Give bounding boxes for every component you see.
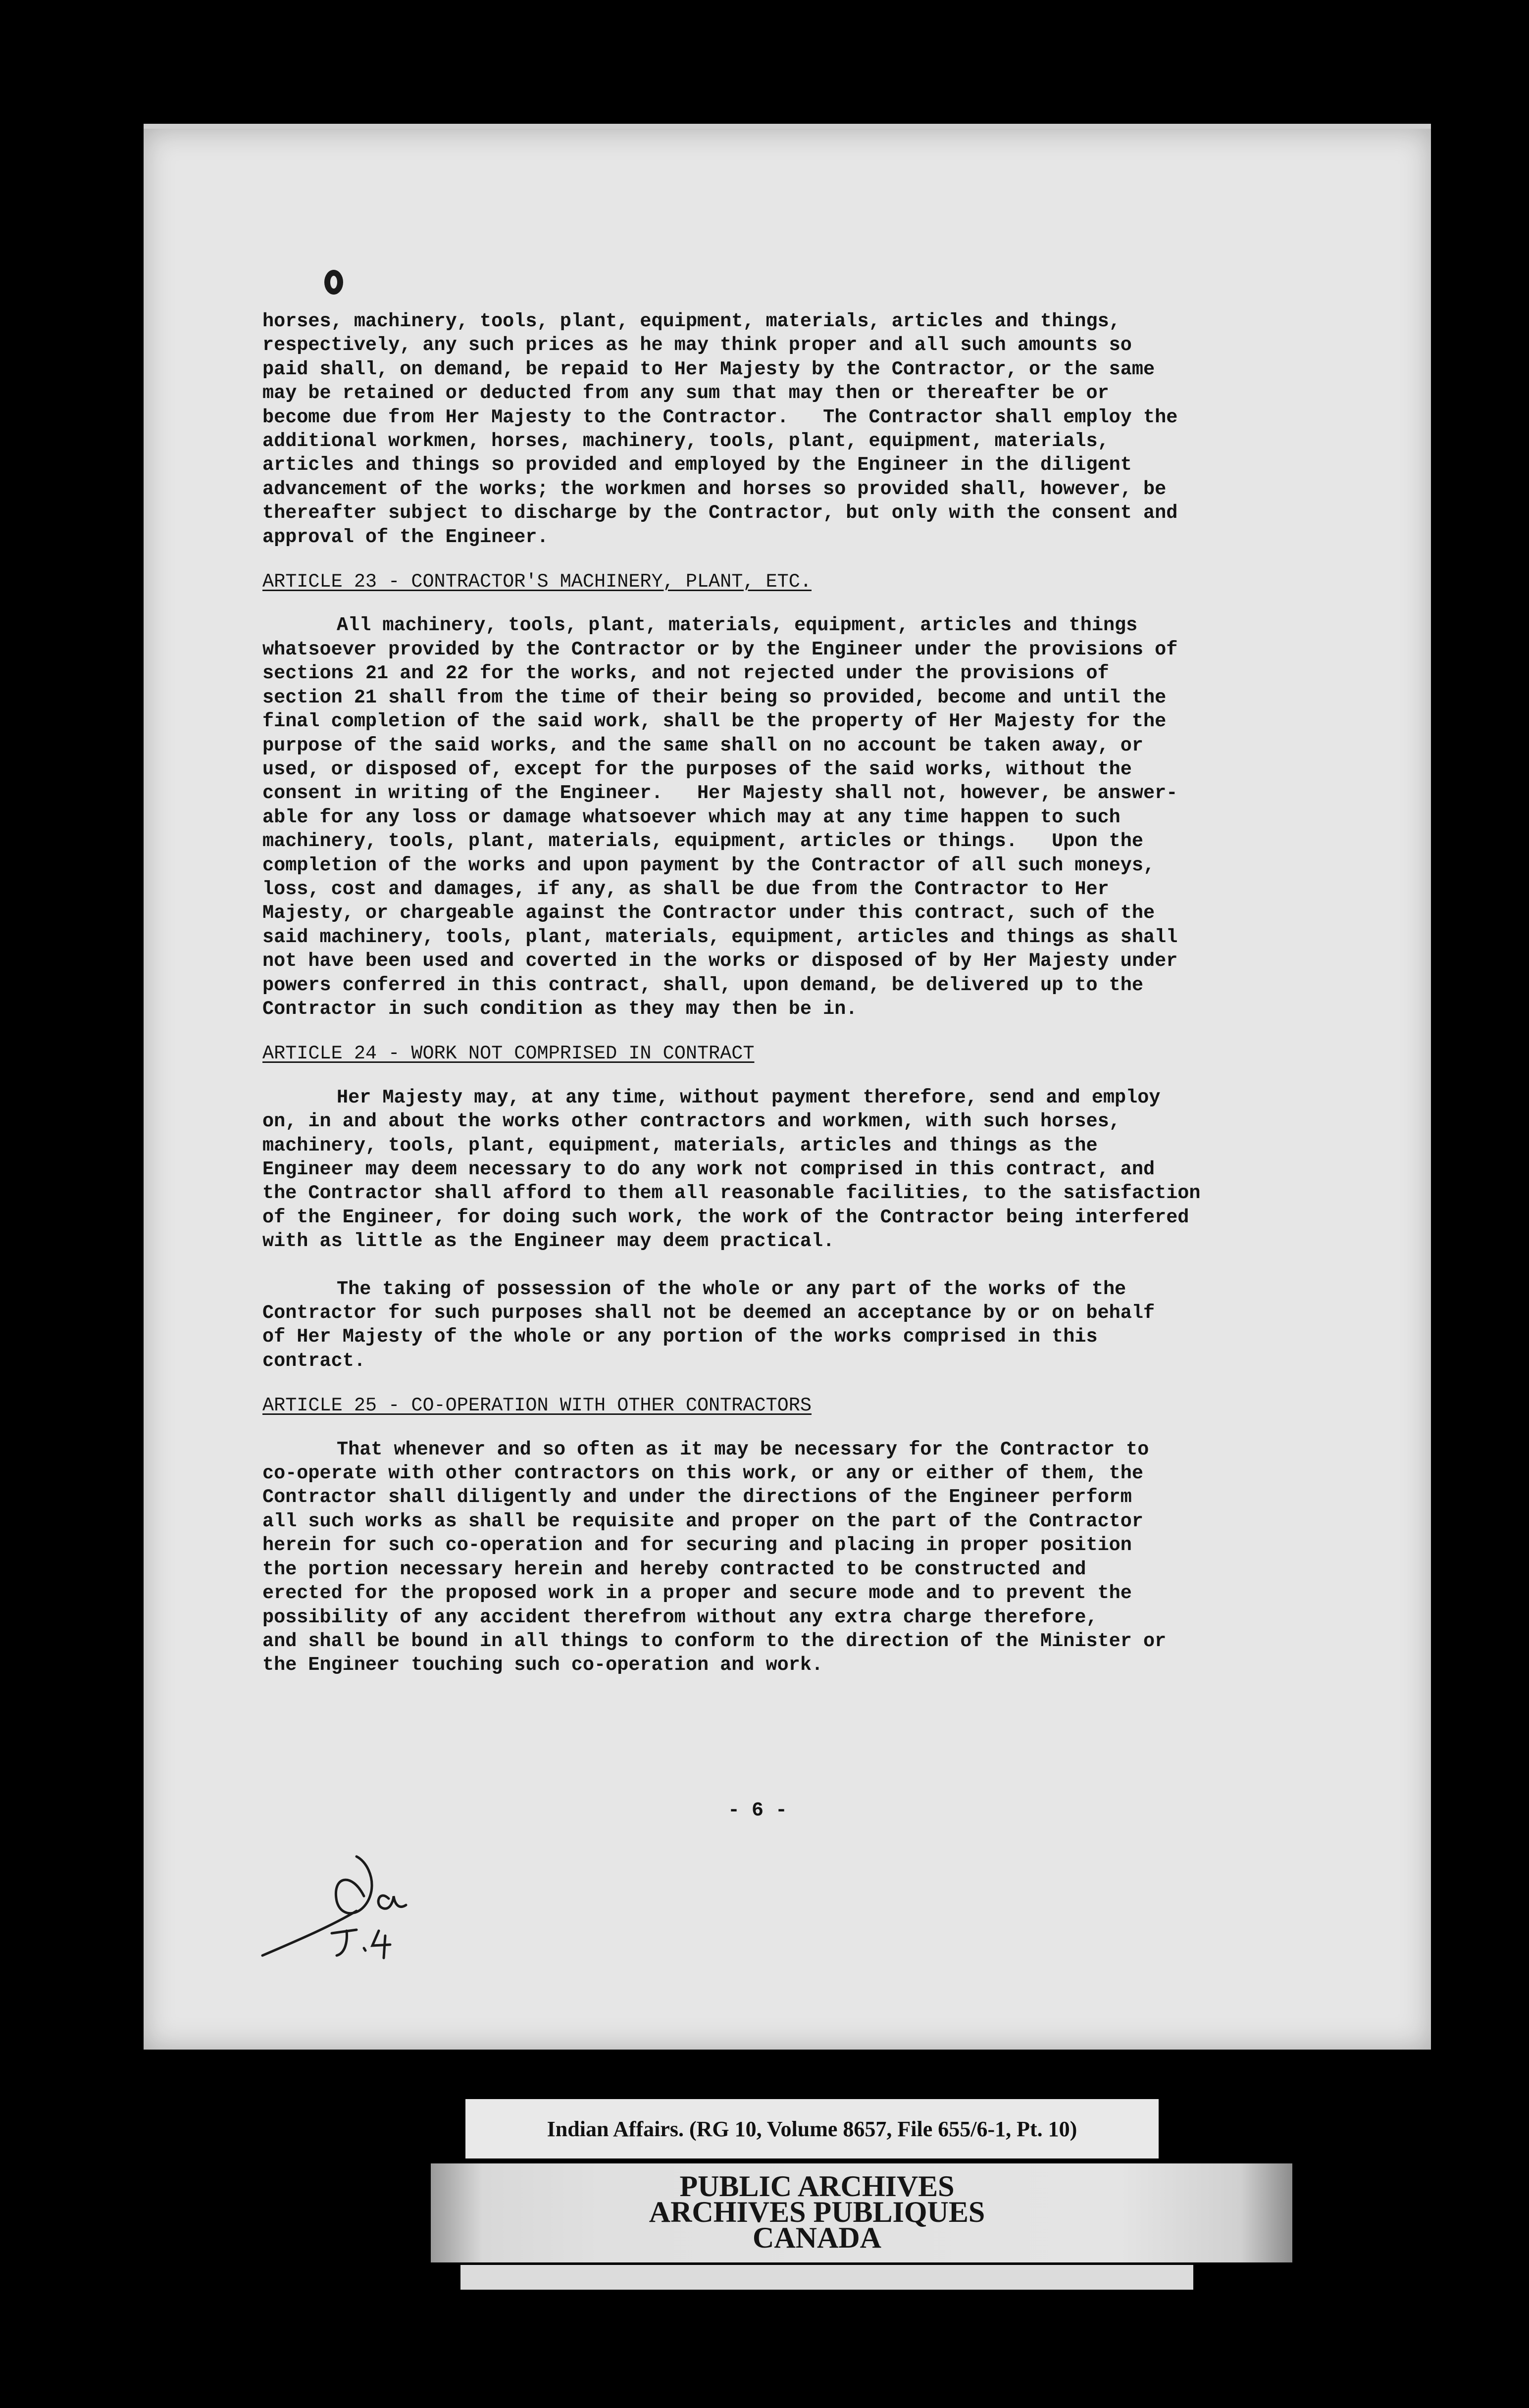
text-line: possibility of any accident therefrom without any extra charge therefore, [262, 1606, 1098, 1628]
text-line: Contractor for such purposes shall not be deemed an acceptance by or on behalf [262, 1302, 1155, 1324]
text-line: purpose of the said works, and the same shall on no account be taken away, or [262, 734, 1143, 756]
punch-hole-mark [324, 270, 343, 295]
text-line: articles and things so provided and employed by the Engineer in the diligent [262, 454, 1132, 476]
article-25-heading: ARTICLE 25 - CO-OPERATION WITH OTHER CONTRACTORS [262, 1395, 812, 1417]
text-line: loss, cost and damages, if any, as shall be due from the Contractor to Her [262, 878, 1109, 900]
text-line: all such works as shall be requisite and proper on the part of the Contractor [262, 1510, 1143, 1532]
article-24-heading: ARTICLE 24 - WORK NOT COMPRISED IN CONTRACT [262, 1043, 755, 1065]
text-line: approval of the Engineer. [262, 526, 549, 548]
signature-stroke [332, 1930, 390, 1958]
text-line: of the Engineer, for doing such work, the work of the Contractor being interfered [262, 1206, 1189, 1228]
text-line: All machinery, tools, plant, materials, equipment, articles and things [337, 614, 1138, 637]
text-line: herein for such co-operation and for securing and placing in proper position [262, 1534, 1132, 1556]
article-24-body-2 [262, 1277, 1297, 1373]
text-line: advancement of the works; the workmen and horses so provided shall, however, be [262, 478, 1167, 500]
signature-stroke [262, 1911, 357, 1956]
signature-stroke [378, 1896, 406, 1908]
text-line: of Her Majesty of the whole or any portion of the works comprised in this [262, 1326, 1098, 1348]
text-line: machinery, tools, plant, equipment, materials, articles and things as the [262, 1134, 1098, 1156]
text-line: Engineer may deem necessary to do any work not comprised in this contract, and [262, 1158, 1155, 1180]
article-23-heading: ARTICLE 23 - CONTRACTOR'S MACHINERY, PLANT, ETC. [262, 571, 812, 593]
text-line: Contractor in such condition as they may then be in. [262, 998, 858, 1020]
paragraph-continuation [262, 309, 1297, 549]
archive-reference-label [465, 2099, 1159, 2158]
archive-stamp [545, 2170, 1089, 2254]
text-line: the Contractor shall afford to them all reasonable facilities, to the satisfaction [262, 1182, 1201, 1204]
text-line: said machinery, tools, plant, materials, equipment, articles and things as shall [262, 926, 1178, 948]
text-line: able for any loss or damage whatsoever which may at any time happen to such [262, 806, 1121, 828]
text-line: completion of the works and upon payment by the Contractor of all such moneys, [262, 854, 1155, 876]
stamp-line: PUBLIC ARCHIVES [679, 2170, 955, 2203]
text-line: respectively, any such prices as he may think proper and all such amounts so [262, 334, 1132, 356]
article-23-body [262, 613, 1297, 1021]
text-line: become due from Her Majesty to the Contractor. The Contractor shall employ the [262, 406, 1178, 428]
text-line: the portion necessary herein and hereby contracted to be constructed and [262, 1558, 1086, 1580]
text-line: That whenever and so often as it may be necessary for the Contractor to [337, 1438, 1149, 1460]
stamp-line: ARCHIVES PUBLIQUES [649, 2196, 985, 2228]
text-line: horses, machinery, tools, plant, equipment, materials, articles and things, [262, 310, 1121, 332]
text-line: section 21 shall from the time of their being so provided, become and until the [262, 686, 1167, 708]
text-line: not have been used and coverted in the works or disposed of by Her Majesty under [262, 950, 1178, 972]
text-line: powers conferred in this contract, shall, upon demand, be delivered up to the [262, 974, 1143, 996]
document-body [262, 309, 1297, 1677]
article-24-body-1 [262, 1086, 1297, 1254]
text-line: Majesty, or chargeable against the Contractor under this contract, such of the [262, 902, 1155, 924]
text-line: used, or disposed of, except for the purposes of the said works, without the [262, 758, 1132, 780]
text-line: with as little as the Engineer may deem practical. [262, 1230, 835, 1253]
text-line: may be retained or deducted from any sum that may then or thereafter be or [262, 382, 1109, 404]
text-line: additional workmen, horses, machinery, tools, plant, equipment, materials, [262, 430, 1109, 452]
text-line: contract. [262, 1350, 365, 1372]
text-line: co-operate with other contractors on this work, or any or either of them, the [262, 1462, 1143, 1485]
handwritten-initials [257, 1842, 436, 1970]
text-line: The taking of possession of the whole or any part of the works of the [337, 1278, 1126, 1300]
text-line: erected for the proposed work in a proper and secure mode and to prevent the [262, 1582, 1132, 1605]
text-line: thereafter subject to discharge by the Contractor, but only with the consent and [262, 502, 1178, 524]
text-line: and shall be bound in all things to conform to the direction of the Minister or [262, 1630, 1167, 1652]
page-number: - 6 - [728, 1800, 788, 1822]
text-line: Her Majesty may, at any time, without payment therefore, send and employ [337, 1086, 1161, 1108]
text-line: paid shall, on demand, be repaid to Her Majesty by the Contractor, or the same [262, 358, 1155, 380]
paragraph-gap [262, 1254, 1297, 1277]
text-line: machinery, tools, plant, materials, equipment, articles or things. Upon the [262, 830, 1143, 853]
text-line: final completion of the said work, shall be the property of Her Majesty for the [262, 710, 1167, 733]
text-line: the Engineer touching such co-operation and work. [262, 1654, 823, 1676]
archive-reference: Indian Affairs. (RG 10, Volume 8657, File 655/6-1, Pt. 10) [547, 2116, 1077, 2141]
text-line: on, in and about the works other contractors and workmen, with such horses, [262, 1110, 1121, 1133]
text-line: consent in writing of the Engineer. Her Majesty shall not, however, be answer- [262, 782, 1178, 804]
article-25-body [262, 1438, 1297, 1677]
stamp-bottom-strip [460, 2265, 1193, 2290]
stamp-line: CANADA [753, 2221, 881, 2254]
text-line: Contractor shall diligently and under the directions of the Engineer perform [262, 1486, 1132, 1508]
text-line: sections 21 and 22 for the works, and not rejected under the provisions of [262, 662, 1109, 685]
text-line: whatsoever provided by the Contractor or by the Engineer under the provisions of [262, 638, 1178, 660]
signature-stroke [336, 1856, 372, 1913]
